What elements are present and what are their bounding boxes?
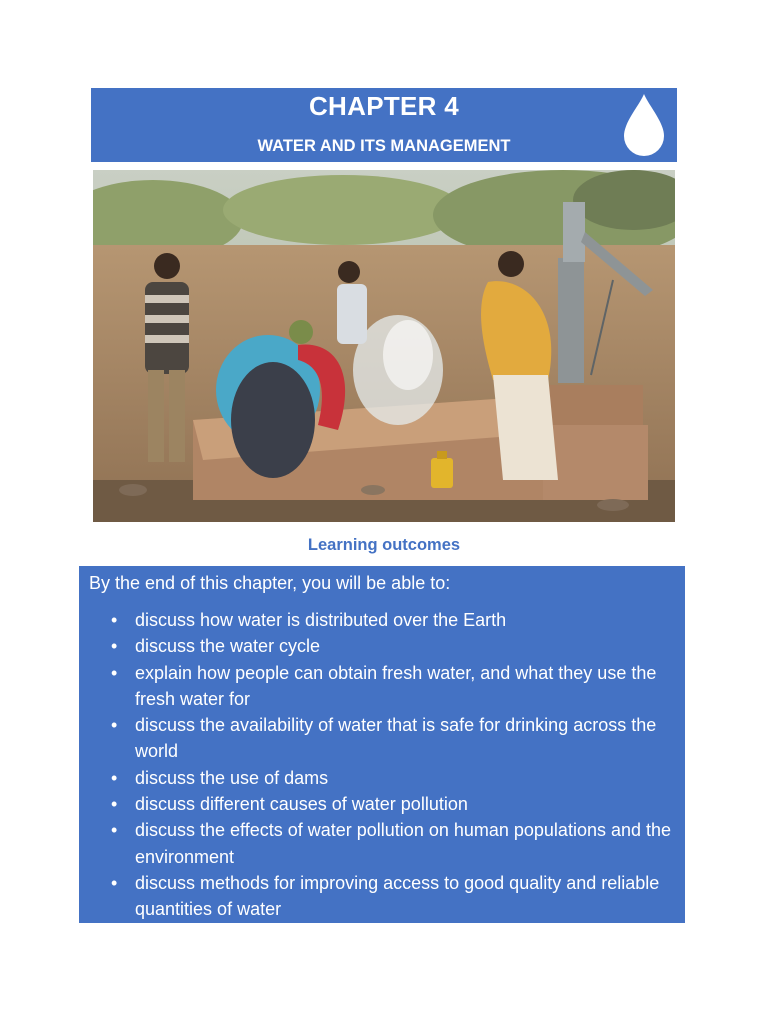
learning-outcomes-box <box>79 566 685 923</box>
water-drop-icon <box>620 92 668 158</box>
list-item: • discuss the water cycle <box>135 633 681 659</box>
learning-outcomes-heading: Learning outcomes <box>307 536 461 554</box>
list-item: • discuss the use of dams <box>135 765 681 791</box>
list-item: • discuss methods for improving access to good quality and reliable quantities of water <box>135 870 681 923</box>
list-item: • explain how people can obtain fresh water, and what they use the fresh water for <box>135 660 681 713</box>
water-pump-photo <box>93 170 675 522</box>
list-item: • discuss how water is distributed over the Earth <box>135 607 681 633</box>
chapter-subtitle: WATER AND ITS MANAGEMENT <box>257 137 511 155</box>
list-item: • discuss the availability of water that is safe for drinking across the world <box>135 712 681 765</box>
outcomes-intro: By the end of this chapter, you will be able to: <box>89 573 451 593</box>
list-item: • discuss different causes of water pollution <box>135 791 681 817</box>
outcomes-list <box>135 607 681 923</box>
chapter-header <box>91 88 677 162</box>
list-item: • discuss the effects of water pollution on human populations and the environment <box>135 817 681 870</box>
chapter-title: CHAPTER 4 <box>308 91 460 121</box>
